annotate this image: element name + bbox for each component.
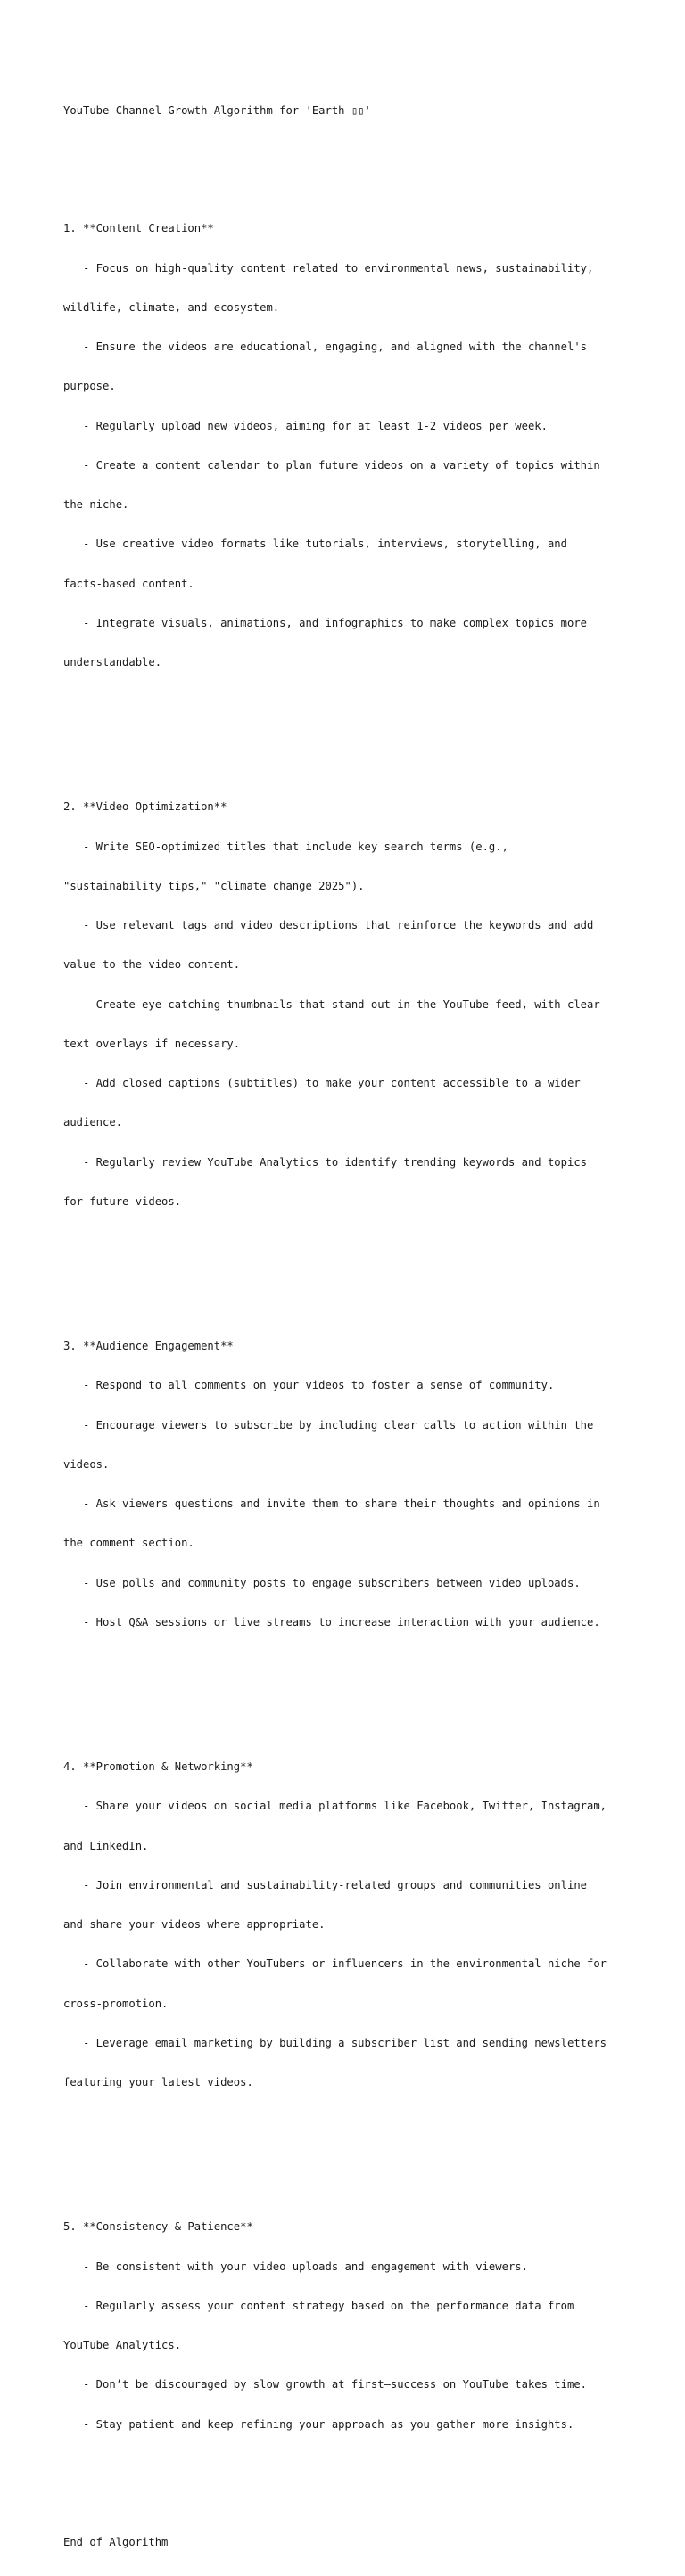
section-line: "sustainability tips," "climate change 2025"). [63, 879, 365, 892]
blank-line [63, 1261, 652, 1275]
section-line: YouTube Analytics. [63, 2339, 182, 2351]
section-audience-engagement [63, 1314, 652, 1656]
section-line: the niche. [63, 498, 129, 511]
section-line: - Share your videos on social media platforms like Facebook, Twitter, Instagram, [63, 1800, 607, 1813]
section-line: - Regularly review YouTube Analytics to identify trending keywords and topics [63, 1155, 587, 1169]
section-line: - Create a content calendar to plan future videos on a variety of topics within [63, 458, 600, 472]
section-heading: 2. **Video Optimization** [63, 800, 227, 814]
section-line: - Regularly assess your content strategy based on the performance data from [63, 2299, 574, 2312]
section-line: - Ask viewers questions and invite them to share their thoughts and opinions in [63, 1497, 600, 1510]
section-line: - Encourage viewers to subscribe by including clear calls to action within the [63, 1418, 594, 1432]
section-line: - Be consistent with your video uploads and engagement with viewers. [63, 2260, 528, 2273]
section-line: - Integrate visuals, animations, and infographics to make complex topics more [63, 616, 587, 629]
section-line: - Write SEO-optimized titles that include key search terms (e.g., [63, 840, 508, 853]
document-footer: End of Algorithm [63, 2536, 169, 2549]
section-line: - Join environmental and sustainability-related groups and communities online [63, 1878, 587, 1891]
section-line: - Leverage email marketing by building a subscriber list and sending newsletters [63, 2036, 607, 2049]
section-line: audience. [63, 1116, 123, 1129]
section-video-optimization [63, 775, 652, 1235]
section-line: - Host Q&A sessions or live streams to increase interaction with your audience. [63, 1615, 600, 1628]
section-line: - Create eye-catching thumbnails that stand out in the YouTube feed, with clear [63, 997, 600, 1011]
section-heading: 1. **Content Creation** [63, 222, 214, 235]
section-promotion-networking [63, 1735, 652, 2116]
blank-line [63, 1682, 652, 1695]
section-line: - Don’t be discouraged by slow growth at first—success on YouTube takes time. [63, 2378, 587, 2391]
section-line: understandable. [63, 656, 162, 669]
section-line: facts-based content. [63, 577, 194, 590]
section-heading: 4. **Promotion & Networking** [63, 1760, 253, 1773]
section-line: - Use creative video formats like tutorials, interviews, storytelling, and [63, 537, 567, 551]
section-consistency-patience [63, 2195, 652, 2457]
section-line: and share your videos where appropriate. [63, 1918, 326, 1931]
section-line: text overlays if necessary. [63, 1037, 241, 1050]
blank-line [63, 2142, 652, 2155]
document-body [63, 78, 652, 2576]
section-line: the comment section. [63, 1537, 194, 1550]
section-line: and LinkedIn. [63, 1839, 149, 1852]
section-line: - Add closed captions (subtitles) to make your content accessible to a wider [63, 1077, 581, 1089]
section-line: wildlife, climate, and ecosystem. [63, 300, 280, 314]
section-line: - Regularly upload new videos, aiming for at least 1-2 videos per week. [63, 419, 548, 432]
section-line: for future videos. [63, 1194, 182, 1208]
section-line: - Respond to all comments on your videos to foster a sense of community. [63, 1379, 555, 1392]
section-line: cross-promotion. [63, 1997, 169, 2010]
section-content-creation [63, 196, 652, 696]
blank-line [63, 2483, 652, 2497]
section-line: - Focus on high-quality content related to environmental news, sustainability, [63, 261, 594, 275]
document-title: YouTube Channel Growth Algorithm for 'Earth ▯▯' [63, 103, 371, 117]
section-line: purpose. [63, 380, 116, 393]
blank-line [63, 144, 652, 157]
section-line: - Use polls and community posts to engage subscribers between video uploads. [63, 1576, 581, 1589]
blank-line [63, 722, 652, 735]
section-line: videos. [63, 1457, 110, 1471]
section-line: featuring your latest videos. [63, 2076, 253, 2088]
section-line: value to the video content. [63, 958, 241, 972]
section-heading: 5. **Consistency & Patience** [63, 2220, 253, 2234]
section-line: - Collaborate with other YouTubers or influencers in the environmental niche for [63, 1957, 607, 1971]
section-heading: 3. **Audience Engagement** [63, 1340, 234, 1352]
section-line: - Use relevant tags and video descriptions that reinforce the keywords and add [63, 919, 594, 931]
section-line: - Stay patient and keep refining your approach as you gather more insights. [63, 2417, 574, 2431]
section-line: - Ensure the videos are educational, engaging, and aligned with the channel's [63, 340, 587, 353]
